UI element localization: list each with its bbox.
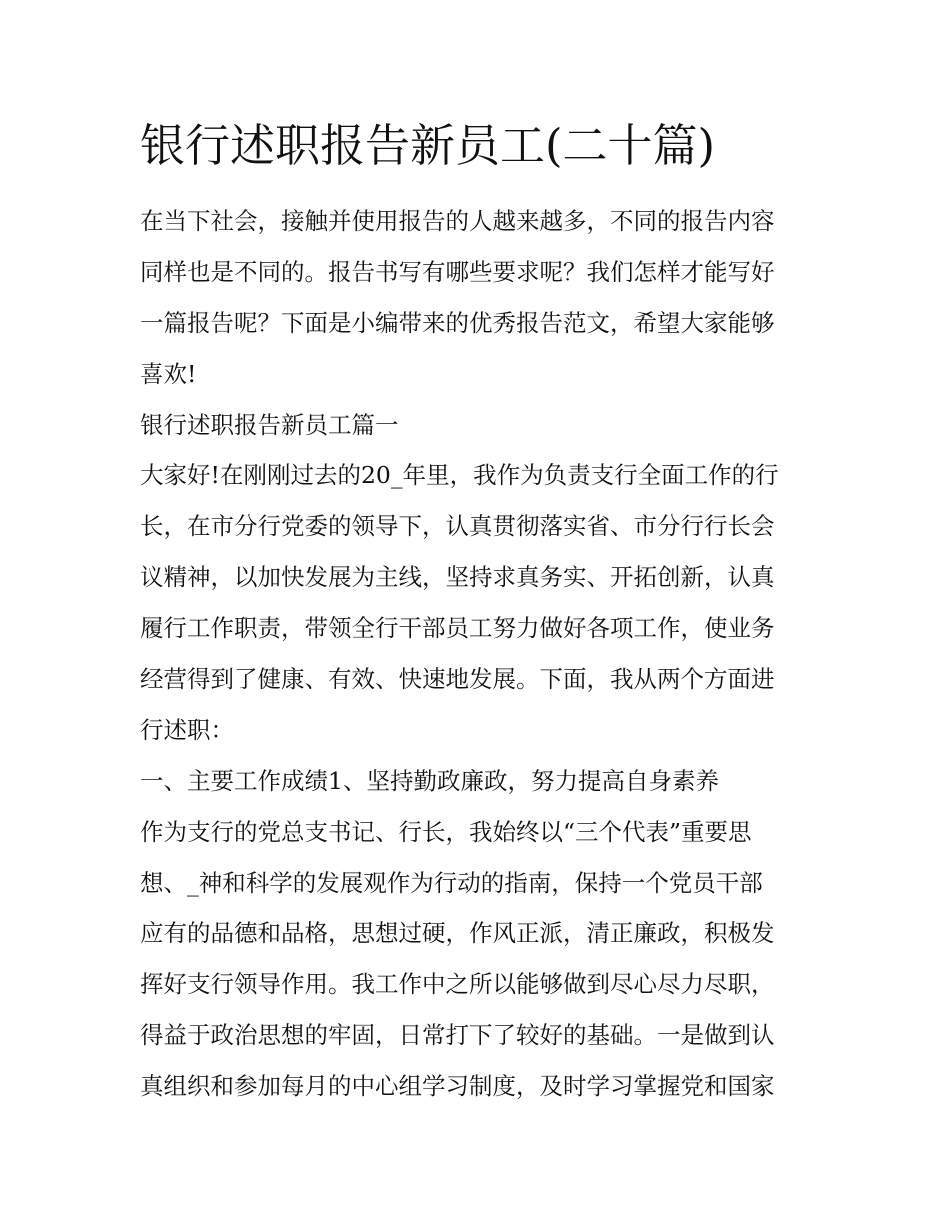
text-line: 一、主要工作成绩1、坚持勤政廉政，努力提高自身素养 xyxy=(140,766,719,795)
text-line: 同样也是不同的。报告书写有哪些要求呢？我们怎样才能写好 xyxy=(140,257,775,286)
text-line: 履行工作职责，带领全行干部员工努力做好各项工作，使业务 xyxy=(140,614,775,643)
text-line: 真组织和参加每月的中心组学习制度，及时学习掌握党和国家 xyxy=(140,1072,775,1101)
text-line: 一篇报告呢？下面是小编带来的优秀报告范文，希望大家能够 xyxy=(140,308,775,337)
text-line: 议精神，以加快发展为主线，坚持求真务实、开拓创新，认真 xyxy=(140,563,775,592)
section-heading: 银行述职报告新员工篇一 xyxy=(140,410,399,439)
text-line: 大家好!在刚刚过去的20_年里，我作为负责支行全面工作的行 xyxy=(140,461,779,490)
document-body xyxy=(140,196,820,1112)
text-line: 喜欢! xyxy=(140,359,197,388)
text-line: 得益于政治思想的牢固，日常打下了较好的基础。一是做到认 xyxy=(140,1021,775,1050)
text-line: 应有的品德和品格，思想过硬，作风正派，清正廉政，积极发 xyxy=(140,919,775,948)
text-line: 经营得到了健康、有效、快速地发展。下面，我从两个方面进 xyxy=(140,665,775,694)
text-line: 想、_神和科学的发展观作为行动的指南，保持一个党员干部 xyxy=(140,868,763,897)
text-line: 作为支行的党总支书记、行长，我始终以“三个代表”重要思 xyxy=(140,817,752,846)
text-line: 长，在市分行党委的领导下，认真贯彻落实省、市分行行长会 xyxy=(140,512,775,541)
text-line: 在当下社会，接触并使用报告的人越来越多，不同的报告内容 xyxy=(140,207,775,235)
text-line: 挥好支行领导作用。我工作中之所以能够做到尽心尽力尽职， xyxy=(140,970,775,999)
document-title: 银行述职报告新员工(二十篇) xyxy=(140,119,716,172)
text-line: 行述职： xyxy=(140,715,234,744)
